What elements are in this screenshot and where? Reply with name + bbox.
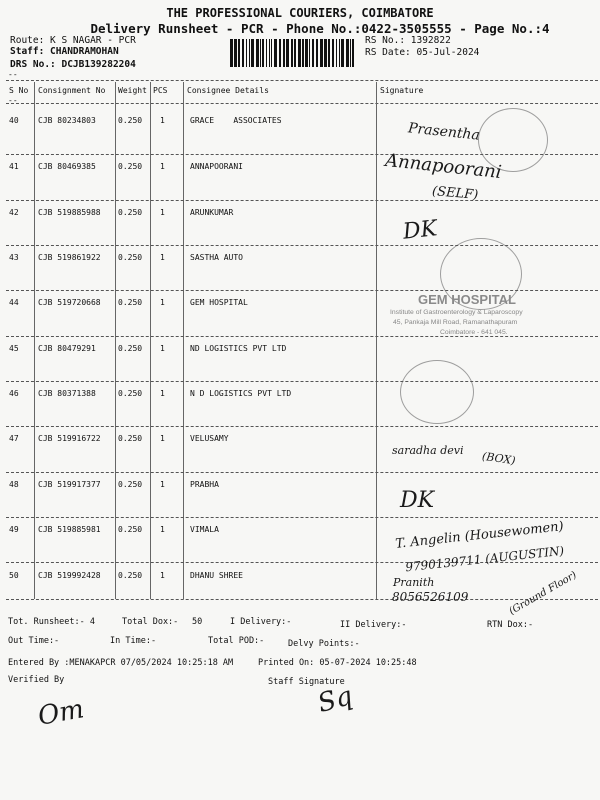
col-divider: [183, 82, 184, 599]
row-consignment: CJB 80479291: [38, 344, 96, 353]
barcode-bar: [251, 39, 254, 67]
row-consignee: PRABHA: [190, 480, 219, 489]
signature-row-50-phone: 8056526109: [392, 590, 469, 604]
row-consignment: CJB 519917377: [38, 480, 101, 489]
barcode-bar: [312, 39, 314, 67]
row-consignment: CJB 519720668: [38, 298, 101, 307]
barcode-bar: [266, 39, 267, 67]
row-consignment: CJB 80371388: [38, 389, 96, 398]
header-bottom-rule: [6, 103, 598, 104]
row-weight: 0.250: [118, 208, 143, 217]
row-sno: 45: [9, 344, 19, 353]
tot-runsheet: Tot. Runsheet:- 4: [8, 617, 95, 627]
i-delivery: I Delivery:-: [230, 617, 292, 627]
delvy-points: Delvy Points:-: [288, 639, 360, 649]
col-divider: [376, 82, 377, 599]
rs-date: RS Date: 05-Jul-2024: [365, 47, 480, 58]
row-consignee: GRACE ASSOCIATES: [190, 116, 282, 125]
out-time: Out Time:-: [8, 636, 60, 646]
row-sno: 43: [9, 253, 19, 262]
row-consignment: CJB 80234803: [38, 116, 96, 125]
col-divider: [150, 82, 151, 599]
barcode-bar: [305, 39, 308, 67]
col-divider: [34, 82, 35, 599]
row-sno: 50: [9, 571, 19, 580]
staff-signature: Sq: [314, 681, 356, 719]
row-sno: 44: [9, 298, 19, 307]
signature-row-49: T. Angelin (Housewomen): [394, 519, 565, 552]
barcode-bar: [341, 39, 344, 67]
entered-by: Entered By :MENAKAPCR 07/05/2024 10:25:18 AM: [8, 658, 234, 668]
row-weight: 0.250: [118, 389, 143, 398]
barcode-bar: [286, 39, 289, 67]
row-pcs: 1: [160, 571, 165, 580]
row-consignment: CJB 80469385: [38, 162, 96, 171]
barcode-bar: [332, 39, 334, 67]
row-consignee: ND LOGISTICS PVT LTD: [190, 344, 287, 353]
row-consignee: DHANU SHREE: [190, 571, 243, 580]
col-consignment: Consignment No: [38, 86, 106, 95]
dash-mark-2: --: [8, 96, 18, 105]
row-pcs: 1: [160, 434, 165, 443]
barcode-bar: [230, 39, 233, 67]
row-rule: [6, 381, 598, 382]
signature-row-40: Prasentha: [407, 120, 481, 144]
signature-row-41-note: (SELF): [431, 184, 479, 203]
row-sno: 49: [9, 525, 19, 534]
row-consignment: CJB 519885981: [38, 525, 101, 534]
barcode-bar: [234, 39, 237, 67]
drs-number: DRS No.: DCJB139282204: [10, 59, 136, 70]
row-sno: 46: [9, 389, 19, 398]
row-consignee: N D LOGISTICS PVT LTD: [190, 389, 292, 398]
col-sno: S No: [9, 86, 29, 95]
signature-row-50: Pranith: [393, 576, 435, 589]
row-weight: 0.250: [118, 298, 143, 307]
barcode-bar: [320, 39, 323, 67]
row-consignee: ANNAPOORANI: [190, 162, 243, 171]
row-pcs: 1: [160, 525, 165, 534]
col-pcs: PCS: [153, 86, 168, 95]
total-dox-label: Total Dox:-: [122, 617, 179, 627]
barcode-bar: [294, 39, 296, 67]
row-pcs: 1: [160, 480, 165, 489]
row-pcs: 1: [160, 208, 165, 217]
barcode-bar: [316, 39, 318, 67]
barcode-bar: [279, 39, 281, 67]
barcode-bar: [346, 39, 349, 67]
barcode-bar: [260, 39, 261, 67]
signature-row-42: DK: [401, 216, 439, 245]
route-text: Route: K S NAGAR - PCR: [10, 35, 136, 46]
total-pod: Total POD:-: [208, 636, 265, 646]
row-pcs: 1: [160, 298, 165, 307]
barcode: [230, 39, 358, 67]
signature-row-47: saradha devi: [392, 444, 464, 457]
row-pcs: 1: [160, 389, 165, 398]
row-weight: 0.250: [118, 525, 143, 534]
dash-mark: --: [8, 70, 18, 79]
barcode-bar: [274, 39, 277, 67]
barcode-bar: [328, 39, 330, 67]
row-weight: 0.250: [118, 162, 143, 171]
barcode-bar: [350, 39, 351, 67]
staff-text: Staff: CHANDRAMOHAN: [10, 46, 119, 57]
barcode-bar: [271, 39, 272, 67]
in-time: In Time:-: [110, 636, 157, 646]
gem-hospital-stamp-line3: Coimbatore - 641 045.: [440, 329, 508, 336]
row-rule: [6, 472, 598, 473]
runsheet-title: Delivery Runsheet - PCR - Phone No.:0422-3505555 - Page No.:4: [90, 21, 550, 36]
row-weight: 0.250: [118, 571, 143, 580]
row-rule: [6, 517, 598, 518]
row-weight: 0.250: [118, 344, 143, 353]
header-top-rule: [6, 80, 598, 81]
barcode-bar: [249, 39, 250, 67]
row-pcs: 1: [160, 116, 165, 125]
barcode-bar: [352, 39, 354, 67]
row-weight: 0.250: [118, 434, 143, 443]
logistics-stamp: [400, 360, 474, 424]
row-sno: 42: [9, 208, 19, 217]
barcode-bar: [324, 39, 327, 67]
verified-signature: Om: [35, 694, 87, 732]
signature-row-41: Annapoorani: [384, 149, 503, 184]
row-rule: [6, 599, 598, 600]
verified-by-label: Verified By: [8, 675, 65, 685]
barcode-bar: [291, 39, 293, 67]
barcode-bar: [238, 39, 240, 67]
col-weight: Weight: [118, 86, 147, 95]
row-pcs: 1: [160, 162, 165, 171]
row-consignee: GEM HOSPITAL: [190, 298, 248, 307]
col-divider: [115, 82, 116, 599]
signature-row-47-note: (BOX): [481, 449, 517, 468]
row-consignee: VELUSAMY: [190, 434, 229, 443]
row-pcs: 1: [160, 253, 165, 262]
barcode-bar: [339, 39, 340, 67]
col-signature: Signature: [380, 86, 424, 95]
rtn-dox: RTN Dox:-: [487, 620, 534, 630]
barcode-bar: [262, 39, 264, 67]
row-pcs: 1: [160, 344, 165, 353]
gem-hospital-stamp-name: GEM HOSPITAL: [418, 292, 516, 307]
rs-number: RS No.: 1392822: [365, 35, 451, 46]
barcode-bar: [309, 39, 310, 67]
row-consignment: CJB 519992428: [38, 571, 101, 580]
barcode-bar: [283, 39, 285, 67]
row-weight: 0.250: [118, 480, 143, 489]
signature-row-50-note: (Ground Floor): [507, 569, 579, 618]
row-rule: [6, 200, 598, 201]
row-weight: 0.250: [118, 253, 143, 262]
row-consignee: SASTHA AUTO: [190, 253, 243, 262]
barcode-bar: [298, 39, 301, 67]
row-consignee: VIMALA: [190, 525, 219, 534]
staff-signature-label: Staff Signature: [268, 677, 345, 687]
row-rule: [6, 336, 598, 337]
signature-row-49-phone: 9790139711 (AUGUSTIN): [404, 543, 565, 575]
row-consignment: CJB 519885988: [38, 208, 101, 217]
row-sno: 48: [9, 480, 19, 489]
row-consignment: CJB 519916722: [38, 434, 101, 443]
total-dox-value: 50: [192, 617, 203, 627]
printed-on: Printed On: 05-07-2024 10:25:48: [258, 658, 417, 668]
row-sno: 41: [9, 162, 19, 171]
row-consignment: CJB 519861922: [38, 253, 101, 262]
row-rule: [6, 245, 598, 246]
ii-delivery: II Delivery:-: [340, 620, 407, 630]
barcode-bar: [302, 39, 304, 67]
row-rule: [6, 426, 598, 427]
col-consignee: Consignee Details: [187, 86, 269, 95]
row-sno: 47: [9, 434, 19, 443]
row-weight: 0.250: [118, 116, 143, 125]
row-sno: 40: [9, 116, 19, 125]
barcode-bar: [242, 39, 244, 67]
barcode-bar: [256, 39, 259, 67]
gem-hospital-stamp-line2: 45, Pankaja Mill Road, Ramanathapuram: [393, 319, 518, 326]
gem-hospital-stamp-line1: Institute of Gastroenterology & Laparoscopy: [390, 309, 523, 316]
row-consignee: ARUNKUMAR: [190, 208, 234, 217]
company-title: THE PROFESSIONAL COURIERS, COIMBATORE: [166, 6, 434, 20]
barcode-bar: [336, 39, 337, 67]
signature-row-48: DK: [400, 488, 435, 513]
barcode-bar: [269, 39, 270, 67]
barcode-bar: [246, 39, 247, 67]
